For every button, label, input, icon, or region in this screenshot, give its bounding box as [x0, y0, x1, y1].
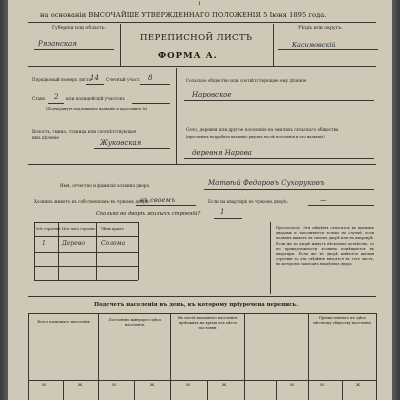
volost-line [94, 148, 170, 149]
sub-m-2: М. [112, 383, 117, 387]
stan-suffix: или полицейскій участокъ [66, 96, 125, 101]
buildings-value: 1 [220, 208, 225, 216]
stan-note: (Подчеркнуть подлежащее названіе и проставить №) [46, 107, 148, 111]
sub-f-2: Ж. [150, 383, 156, 387]
own-yard-line [136, 205, 196, 206]
bt-head-rule [34, 236, 138, 237]
rent-line [308, 205, 374, 206]
bottom-sub-split-1 [63, 380, 64, 400]
bottom-sub-split-2 [134, 380, 135, 400]
bottom-top-rule [28, 296, 376, 297]
bt-bottom [34, 280, 138, 281]
buildings-line [214, 218, 242, 219]
village-value: деревня Нарова [192, 149, 252, 157]
bt-col-3 [138, 222, 139, 280]
sub-f-1: Ж. [78, 383, 84, 387]
own-yard-label: Хозяинъ живетъ въ собственномъ-въ чужомъ дворѣ: [34, 199, 150, 204]
province-label: Губернія или область: [52, 26, 106, 31]
village-line [184, 158, 374, 159]
bottom-title-rule [28, 313, 376, 314]
bt-row-rule-1 [34, 252, 138, 253]
count-sec-value: 8 [148, 74, 153, 82]
bottom-title: Подсчетъ населенія въ день, къ которому пріурочена перепись. [94, 302, 298, 308]
sub-m-4: М. [290, 383, 295, 387]
census-sheet [8, 0, 392, 400]
society-label: Сельское общество или соотвѣтствующее ему дѣленіе [186, 78, 307, 83]
bottom-col-border-left [28, 313, 29, 400]
bottom-col3-head: Въ числѣ наличнаго населенія: пріѣзжихъ на время изъ мѣстъ постоянн. [178, 316, 238, 330]
rent-value: — [320, 196, 327, 204]
province-value: Рязанская [38, 40, 77, 48]
note-block [276, 226, 374, 268]
sheet-no-value: 14 [90, 74, 99, 82]
bottom-col-4 [308, 313, 309, 400]
volost-value: Жуковская [100, 139, 142, 147]
bottom-col2-head: Постоянно живущаго здѣсь населенія. [108, 318, 162, 327]
owner-value: Матвѣй Федоровъ Сухоруковъ [208, 179, 325, 187]
sheet-no-label: Порядковый номеръ листа [32, 77, 92, 82]
page-edge-left [0, 0, 8, 400]
volost-label: Волость, гмина, станица или соотвѣтствующее имъ дѣленіе [32, 129, 137, 140]
bt-top [34, 222, 138, 223]
owner-line [204, 189, 374, 190]
middle-divider [176, 68, 177, 164]
bt-r1-c3: Солома [101, 240, 126, 247]
sub-f-5: Ж. [356, 383, 362, 387]
bt-r1-c2: Дерево [62, 240, 85, 247]
box-divider-right [273, 24, 274, 66]
village-label: Село, деревня или другое поселеніе на земляхъ сельскаго общества [186, 127, 339, 132]
sub-m-1: М. [42, 383, 47, 387]
stan-line [48, 103, 64, 104]
form-title: ПЕРЕПИСНОЙ ЛИСТЪ [140, 33, 253, 43]
bottom-sub-rule [28, 380, 376, 381]
upper-block-rule [28, 164, 376, 165]
header-rule [28, 22, 376, 23]
note-text: Эти свѣдѣнія относятся къ жилымъ дворамъ и заполняются только на случай, если хозяинъ живетъ въ своемъ дворѣ или на квартирѣ. Если же во дворѣ живутъ нѣсколько хозяйствъ, то по принадлежности хозяина помѣщаются въ квартиры. Если же во дворѣ имѣются жилыя строенія то эти свѣдѣнія вносятся въ тотъ листъ, на которомъ записанъ владѣлецъ двора. [276, 226, 374, 267]
province-line [34, 49, 114, 50]
bt-head-3: Чѣмъ крыто [101, 227, 124, 231]
bt-head-1: №№ строеній [36, 227, 61, 231]
page-edge-right [392, 0, 400, 400]
bottom-sub-split-4 [276, 380, 277, 400]
bt-border-left [34, 222, 35, 280]
bt-col-2 [96, 222, 97, 280]
stan-value: 2 [54, 93, 59, 101]
bt-r1-c1: 1 [42, 240, 46, 247]
bottom-col-3 [244, 313, 245, 400]
sub-m-3: М. [186, 383, 191, 387]
district-value: Касимовскій [292, 41, 336, 49]
note-title: Примѣчаніе. [276, 226, 302, 230]
rent-label: Если на квартирѣ въ чужомъ дворѣ: [208, 199, 288, 204]
district-label: Уѣздъ или округъ: [298, 26, 343, 31]
bottom-sub-split-3 [207, 380, 208, 400]
top-box-rule [28, 66, 376, 67]
bottom-col-1 [98, 313, 99, 400]
buildings-label: Сколько во дворѣ жилыхъ строеній? [96, 211, 201, 217]
header-number: 1 [198, 1, 202, 7]
bottom-col4-head: Причисленнаго къ здѣсь мѣстному обществу населенія. [313, 316, 372, 325]
sub-f-3: Ж. [222, 383, 228, 387]
society-line [184, 100, 374, 101]
bottom-col-border-right [376, 313, 377, 400]
district-line [278, 49, 378, 50]
count-sec-label: Счетный участ. [106, 77, 141, 82]
stan-label: Станъ [32, 96, 46, 101]
bt-row-rule-2 [34, 266, 138, 267]
bottom-col-2 [170, 313, 171, 400]
sheet-no-line [86, 84, 104, 85]
bottom-sub-split-5 [342, 380, 343, 400]
village-note: (проставить подробное названіе рядомъ послѣ поселенія и его названіе) [186, 135, 325, 139]
sub-m-5: М. [320, 383, 325, 387]
bottom-col1-head: Всего наличнаго населенія. [37, 320, 91, 324]
note-divider [270, 222, 271, 294]
police-line [132, 103, 170, 104]
count-sec-line [140, 84, 170, 85]
own-yard-value: въ своемъ [140, 196, 176, 204]
header-decree: на основаніи ВЫСОЧАЙШЕ УТВЕРЖДЕННАГО ПОЛОЖЕНІЯ 5 Іюня 1895 года. [40, 11, 327, 19]
box-divider-left [120, 24, 121, 66]
society-value: Наровское [192, 91, 232, 99]
form-subtitle: ФОРМА А. [158, 51, 218, 61]
owner-label: Имя, отчество и фамилія хозяина двора [60, 183, 149, 188]
bt-head-2: Изъ чего строено [62, 227, 96, 231]
